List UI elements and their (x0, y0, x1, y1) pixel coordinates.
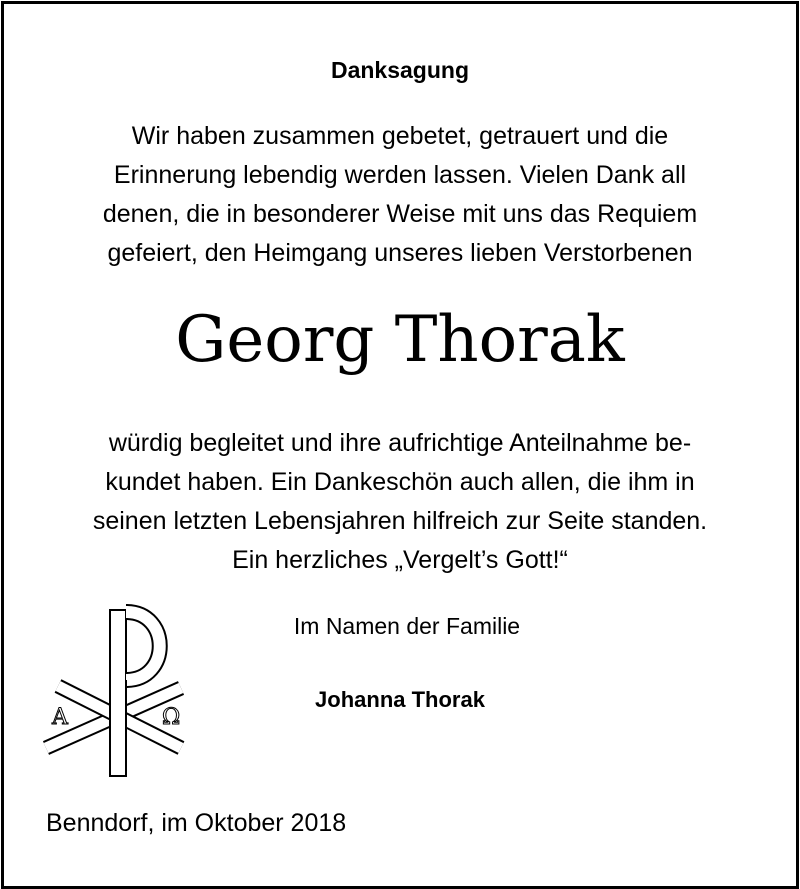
alpha-letter: A (52, 705, 68, 730)
omega-letter: Ω (162, 705, 181, 730)
on-behalf-text: Im Namen der Familie (293, 613, 521, 639)
place-date: Benndorf, im Oktober 2018 (46, 809, 347, 837)
paragraph-line: Wir haben zusammen gebetet, getrauert und die (131, 122, 669, 150)
paragraph-line: würdig begleitet und ihre aufrichtige Anteilnahme be- (108, 429, 692, 457)
paragraph-line: gefeiert, den Heimgang unseres lieben Verstorbenen (107, 239, 693, 267)
rho-stem-fill (111, 611, 125, 775)
chi-rho-alpha-omega-icon (36, 598, 206, 788)
signer-name: Johanna Thorak (315, 687, 485, 712)
rho-bowl-inner (126, 612, 160, 680)
paragraph-line: seinen letzten Lebensjahren hilfreich zur Seite standen. (92, 507, 708, 535)
deceased-name: Georg Thorak (175, 303, 625, 377)
paragraph-line: Erinnerung lebendig werden lassen. Vielen Dank all (113, 161, 687, 189)
thanks-paragraph-1 (0, 117, 800, 273)
paragraph-line: Ein herzliches „Vergelt’s Gott!“ (232, 546, 568, 574)
paragraph-line: denen, die in besonderer Weise mit uns das Requiem (102, 200, 698, 228)
notice-heading: Danksagung (330, 57, 470, 83)
thanks-paragraph-2 (0, 424, 800, 580)
paragraph-line: kundet haben. Ein Dankeschön auch allen, die ihm in (105, 468, 695, 496)
